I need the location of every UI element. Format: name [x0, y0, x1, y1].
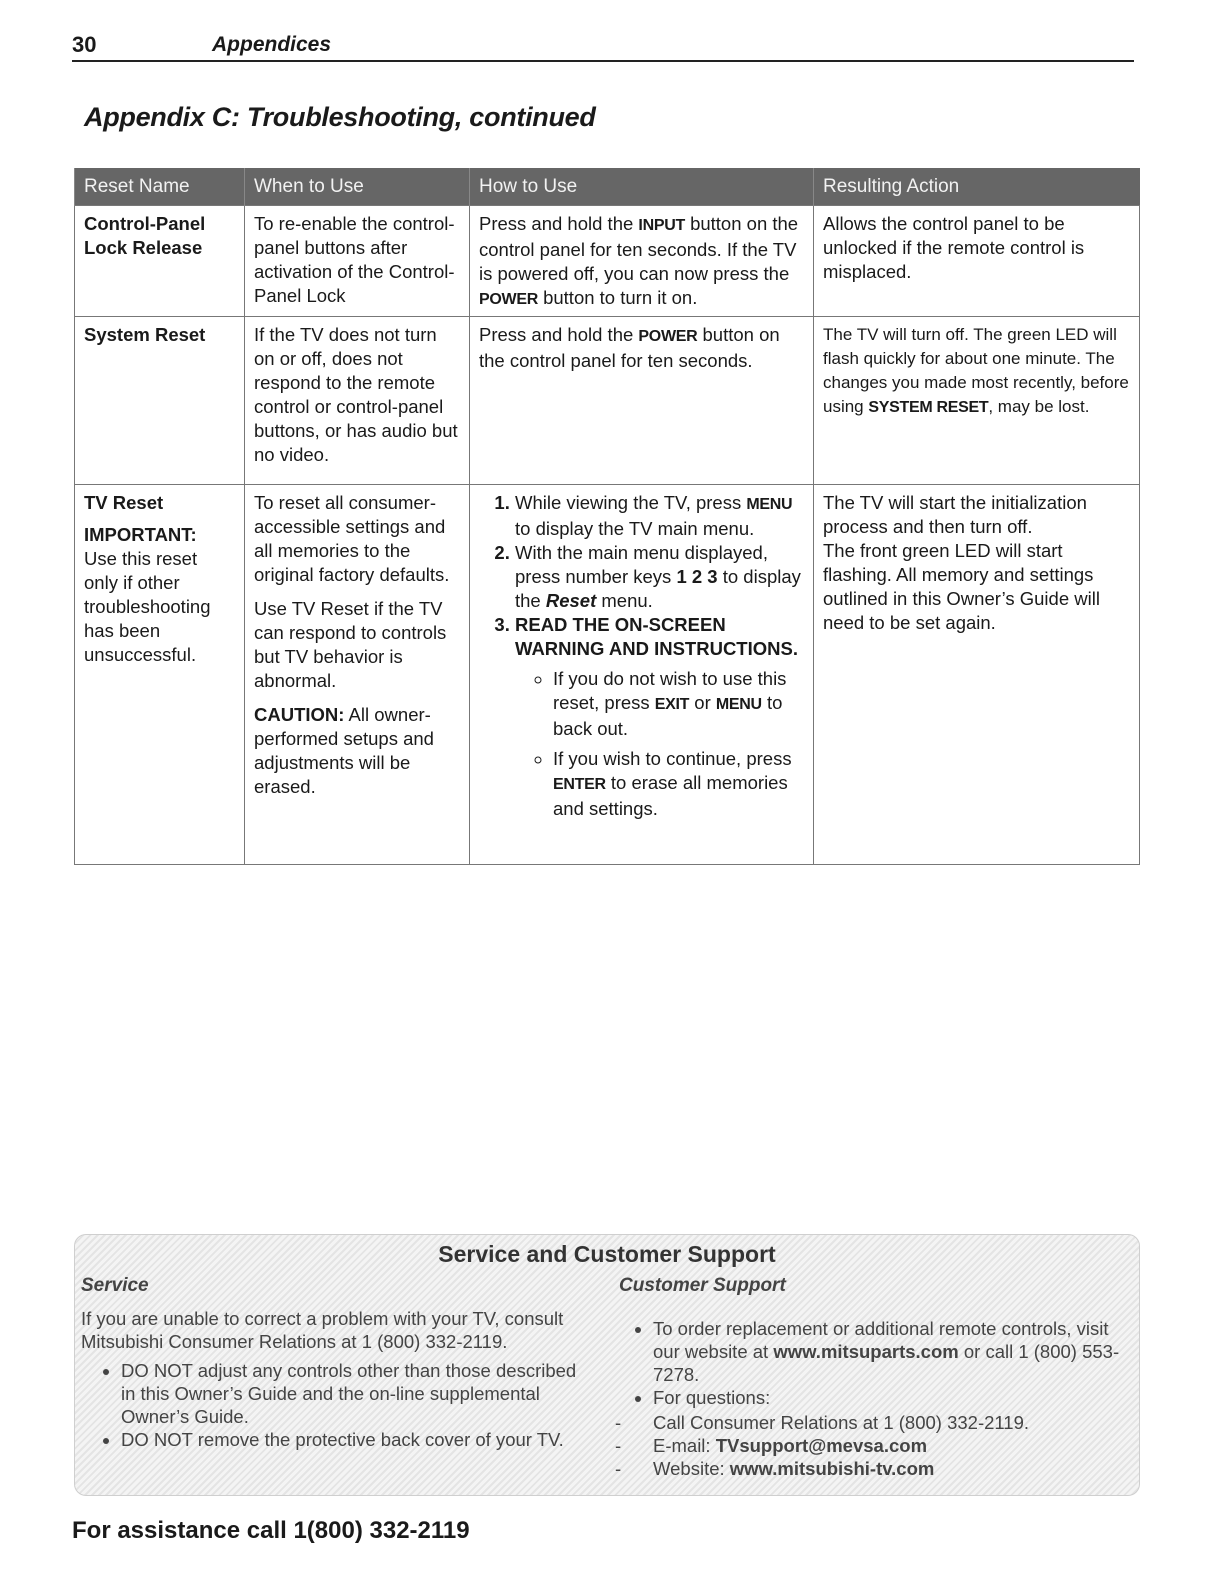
text: to erase all memories and settings.: [553, 772, 788, 819]
text: or: [689, 692, 716, 713]
reset-name-cell: [75, 485, 245, 865]
how-cell: [470, 206, 814, 317]
page-title: Appendix C: Troubleshooting, continued: [84, 102, 596, 132]
list-item: [515, 541, 804, 613]
result-text: The front green LED will start flashing. All memory and settings outlined in this Owner’s Guide will need to be set again.: [823, 540, 1100, 633]
text: to display the: [515, 566, 801, 611]
text: While viewing the TV, press: [515, 492, 747, 513]
key-label: EXIT: [654, 696, 690, 713]
column-header: Reset Name: [75, 168, 245, 206]
text: Press and hold the: [479, 324, 639, 345]
key-label: INPUT: [638, 217, 685, 234]
list-item: [615, 1434, 1135, 1457]
how-cell: [470, 317, 814, 485]
result-cell: [814, 485, 1140, 865]
text: To order replacement or additional remote controls, visit our website at: [653, 1318, 1109, 1362]
menu-name: Reset: [545, 590, 597, 611]
key-label: ENTER: [553, 776, 606, 793]
caution-label: CAUTION:: [254, 704, 345, 725]
list-item: [653, 1317, 1135, 1386]
table-row: [75, 485, 1140, 865]
result-text: The TV will start the initialization process and then turn off.: [823, 492, 1087, 537]
when-cell: To re-enable the control-panel buttons after activation of the Control-Panel Lock: [245, 206, 470, 317]
text: The TV will turn off. The green LED will flash quickly for about one minute. The changes you made most recently, before using: [823, 325, 1129, 416]
key-label: MENU: [715, 696, 762, 713]
reset-name-cell: [75, 206, 245, 317]
reset-name-cell: [75, 317, 245, 485]
key-label: POWER: [479, 291, 538, 308]
important-text: Use this reset only if other troubleshooting has been unsuccessful.: [84, 548, 211, 665]
reset-name: Control-Panel Lock Release: [84, 213, 206, 258]
text: , may be lost.: [988, 397, 1090, 416]
section-name: Appendices: [212, 33, 332, 56]
support-box: [74, 1234, 1140, 1496]
when-cell: [245, 485, 470, 865]
website-link[interactable]: www.mitsubishi-tv.com: [729, 1458, 935, 1479]
key-label: POWER: [638, 328, 698, 345]
column-header: How to Use: [470, 168, 814, 206]
result-cell: [814, 317, 1140, 485]
text: All owner-performed setups and adjustments will be erased.: [254, 704, 434, 797]
how-cell: [470, 485, 814, 865]
list-item: [553, 747, 804, 821]
text: Press and hold the: [479, 213, 639, 234]
text: to display the TV main menu.: [515, 518, 755, 539]
list-item: [553, 667, 804, 741]
key-label: 1 2 3: [676, 566, 718, 587]
text: With the main menu displayed, press number keys: [515, 542, 768, 587]
table-header-row: [75, 168, 1140, 206]
column-header: When to Use: [245, 168, 470, 206]
key-label: SYSTEM RESET: [868, 399, 989, 416]
table-row: [75, 206, 1140, 317]
text: If you wish to continue, press: [553, 748, 792, 769]
contact-list: [615, 1411, 1135, 1480]
reset-name: TV Reset: [84, 492, 164, 513]
text: or call 1 (800) 553-7278.: [653, 1341, 1120, 1385]
troubleshooting-table: [74, 168, 1140, 865]
customer-support-heading: Customer Support: [619, 1275, 786, 1296]
text: For questions:: [653, 1387, 771, 1408]
steps-list: [479, 491, 804, 821]
list-item: • DO NOT adjust any controls other than those described in this Owner’s Guide and the on-line supplemental Owner’s Guide.: [121, 1359, 591, 1428]
when-text: Use TV Reset if the TV can respond to controls but TV behavior is abnormal.: [254, 598, 447, 691]
text: E-mail:: [653, 1435, 716, 1456]
text: If you do not wish to use this reset, press: [553, 668, 787, 713]
assistance-footer: For assistance call 1(800) 332-2119: [72, 1517, 470, 1544]
service-list: [81, 1359, 591, 1451]
text: menu.: [596, 590, 653, 611]
service-intro: If you are unable to correct a problem with your TV, consult Mitsubishi Consumer Relations at 1 (800) 332-2119.: [81, 1308, 564, 1352]
important-label: IMPORTANT:: [84, 524, 197, 545]
when-cell: If the TV does not turn on or off, does not respond to the remote control or control-panel buttons, or has audio but no video.: [245, 317, 470, 485]
service-section: [81, 1307, 591, 1451]
table-row: [75, 317, 1140, 485]
text: button to turn it on.: [537, 287, 698, 308]
text: to back out.: [553, 692, 783, 739]
customer-support-section: [615, 1317, 1135, 1480]
customer-support-list: [615, 1317, 1135, 1409]
page-number: 30: [72, 32, 97, 57]
caution-text: [254, 703, 460, 799]
when-text: To reset all consumer-accessible settings and all memories to the original factory defaults.: [254, 492, 450, 585]
list-item: [653, 1386, 1135, 1409]
result-cell: Allows the control panel to be unlocked if the remote control is misplaced.: [814, 206, 1140, 317]
list-item: • DO NOT remove the protective back cover of your TV.: [121, 1428, 591, 1451]
sub-list: [515, 667, 804, 821]
support-title: Service and Customer Support: [438, 1241, 776, 1267]
column-header: Resulting Action: [814, 168, 1140, 206]
list-item: [515, 613, 804, 821]
list-item: [515, 491, 804, 541]
website-link[interactable]: www.mitsuparts.com: [773, 1341, 959, 1362]
text: button on the control panel for ten seconds.: [479, 324, 780, 371]
page-header: [72, 30, 1134, 62]
list-item: [615, 1457, 1135, 1480]
reset-name: System Reset: [84, 324, 206, 345]
list-item: - Call Consumer Relations at 1 (800) 332-2119.: [615, 1411, 1135, 1434]
email-link[interactable]: TVsupport@mevsa.com: [715, 1435, 928, 1456]
key-label: MENU: [746, 496, 793, 513]
service-heading: Service: [81, 1275, 149, 1296]
text: READ THE ON-SCREEN WARNING AND INSTRUCTIONS.: [515, 614, 798, 659]
text: Website:: [653, 1458, 730, 1479]
text: button on the control panel for ten seconds. If the TV is powered off, you can now press the: [479, 213, 799, 284]
